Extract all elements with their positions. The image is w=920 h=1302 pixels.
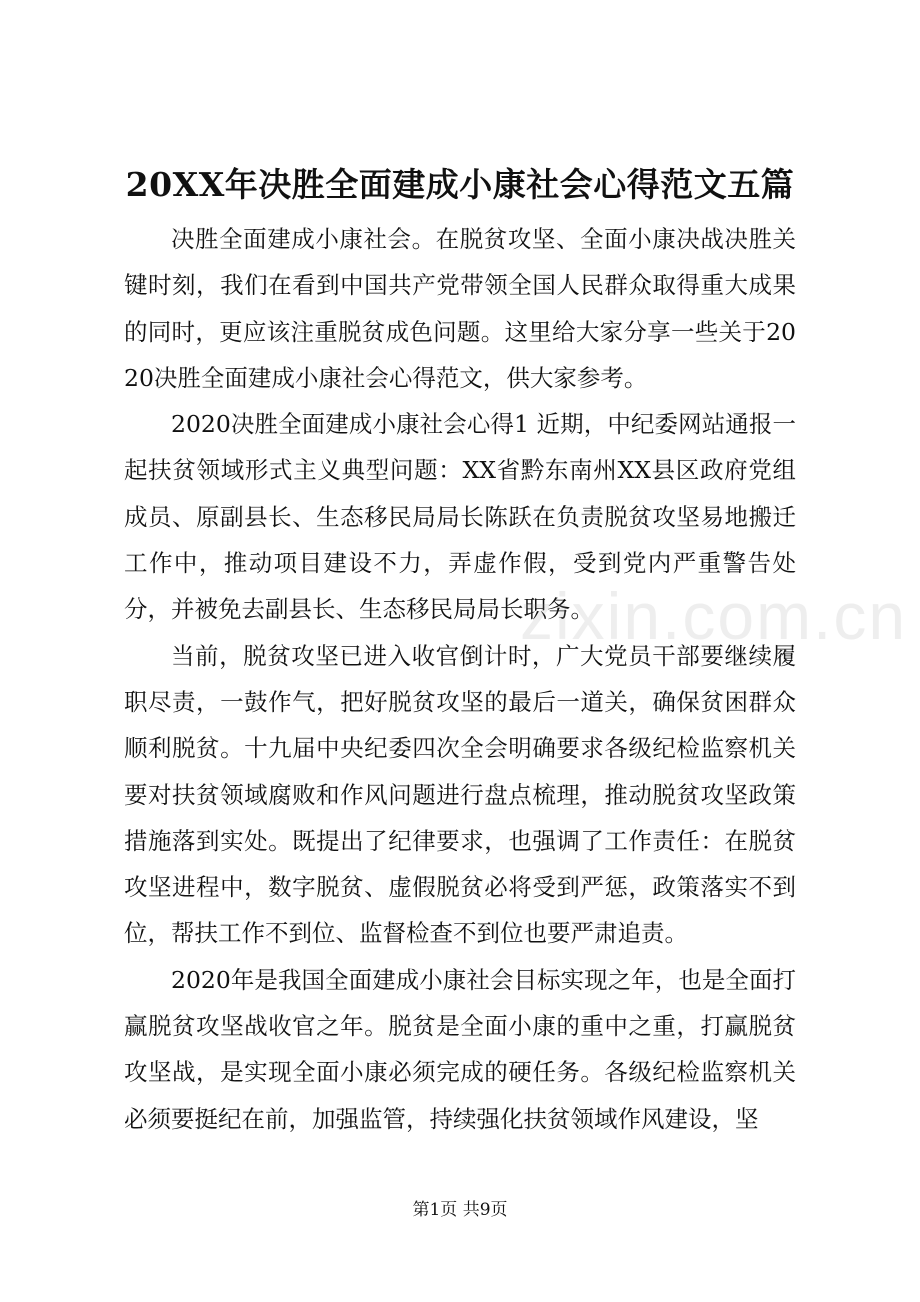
paragraph-1: 2020决胜全面建成小康社会心得1 近期，中纪委网站通报一起扶贫领域形式主义典型问题：XX省黔东南州XX县区政府党组成员、原副县长、生态移民局局长陈跃在负责脱贫攻坚易地搬迁工作中，推动项目建设不力，弄虚作假，受到党内严重警告处分，并被免去副县长、生态移民局局长职务。 <box>124 410 796 624</box>
paragraph-intro: 决胜全面建成小康社会。在脱贫攻坚、全面小康决战决胜关键时刻，我们在看到中国共产党带领全国人民群众取得重大成果的同时，更应该注重脱贫成色问题。这里给大家分享一些关于2020决胜全面建成小康社会心得范文，供大家参考。 <box>124 225 796 392</box>
paragraph-2: 当前，脱贫攻坚已进入收官倒计时，广大党员干部要继续履职尽责，一鼓作气，把好脱贫攻坚的最后一道关，确保贫困群众顺利脱贫。十九届中央纪委四次全会明确要求各级纪检监察机关要对扶贫领域腐败和作风问题进行盘点梳理，推动脱贫攻坚政策措施落到实处。既提出了纪律要求，也强调了工作责任：在脱贫攻坚进程中，数字脱贫、虚假脱贫必将受到严惩，政策落实不到位，帮扶工作不到位、监督检查不到位也要严肃追责。 <box>124 641 796 948</box>
watermark: zixin.com.cn <box>520 579 908 653</box>
document-title: 20XX年决胜全面建成小康社会心得范文五篇 <box>125 165 795 204</box>
paragraph-3: 2020年是我国全面建成小康社会目标实现之年，也是全面打赢脱贫攻坚战收官之年。脱贫是全面小康的重中之重，打赢脱贫攻坚战，是实现全面小康必须完成的硬任务。各级纪检监察机关必须要挺纪在前，加强监管，持续强化扶贫领域作风建设，坚 <box>124 965 796 1133</box>
document-body <box>124 216 796 1142</box>
page-footer: 第1页 共9页 <box>412 1200 508 1220</box>
